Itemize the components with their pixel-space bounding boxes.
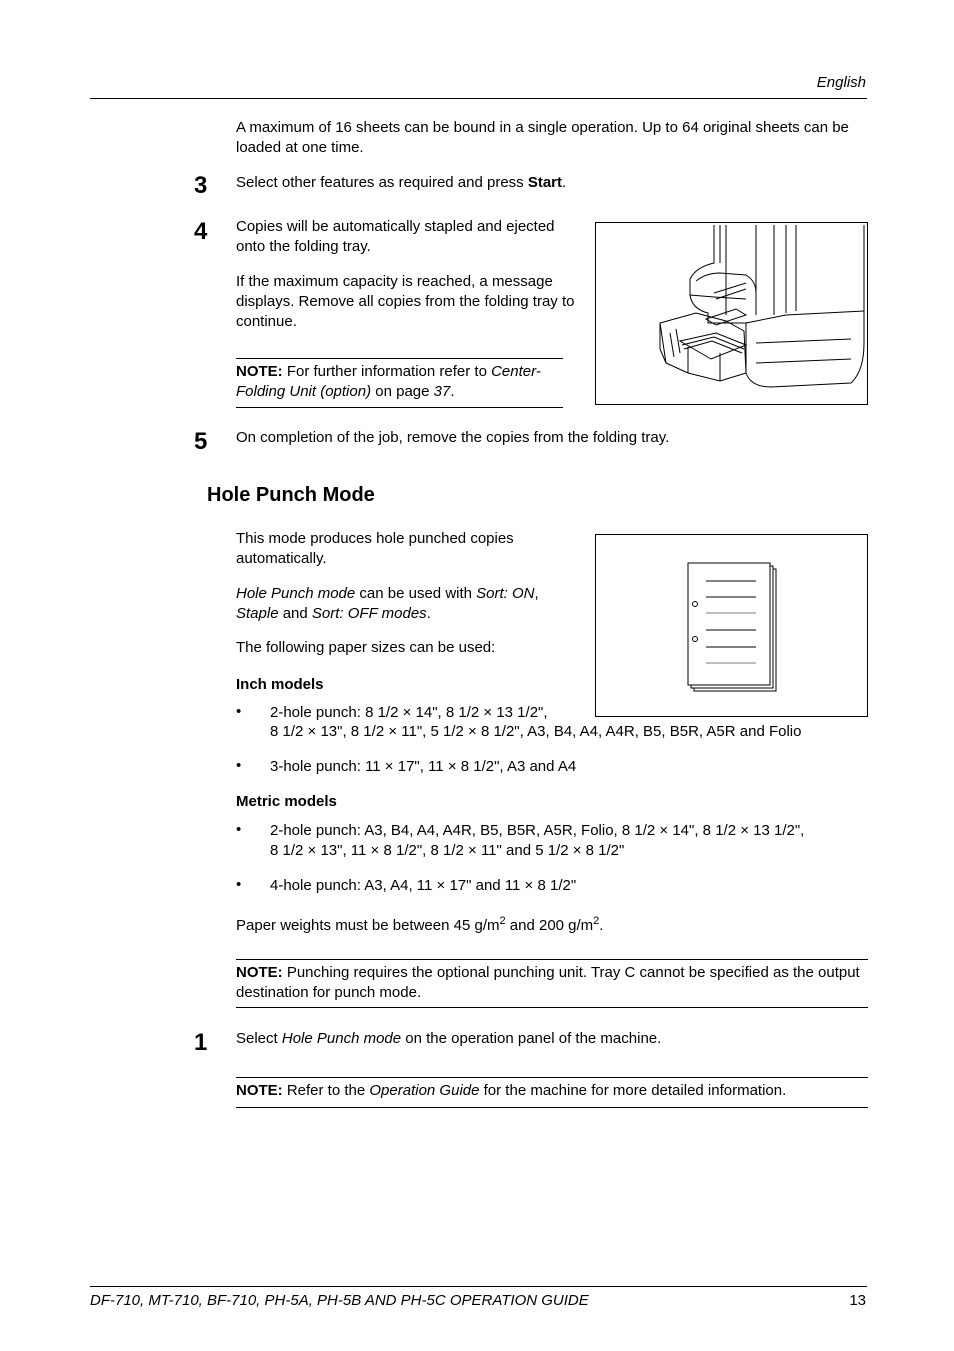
start-keyword: Start	[527, 174, 563, 191]
header-language: English	[816, 74, 866, 91]
metric-models-heading: Metric models	[236, 793, 337, 810]
punched-paper-drawing	[596, 535, 867, 716]
step-number-1: 1	[194, 1029, 208, 1056]
step-number-5: 5	[194, 428, 208, 455]
step-number-4: 4	[194, 218, 208, 245]
bullet-marker: •	[236, 876, 242, 893]
step-number-3: 3	[194, 172, 208, 199]
step4-paragraph-1: Copies will be automatically stapled and ejected onto the folding tray.	[236, 218, 555, 255]
paper-sizes-intro: The following paper sizes can be used:	[236, 639, 496, 656]
step4-paragraph-2: If the maximum capacity is reached, a message displays. Remove all copies from the folding tray to continue.	[236, 273, 575, 330]
step3-text: Select other features as required and press Start.	[236, 174, 567, 191]
paper-weights: Paper weights must be between 45 $g/m^2$ and 200 $g/m^2$.	[236, 915, 604, 934]
bullet-marker: •	[236, 821, 242, 838]
step1-text: Select Hole Punch mode on the operation panel of the machine.	[236, 1030, 662, 1047]
punched-pages-illustration	[595, 534, 868, 717]
inch-2hole-line2: 8 1/2 × 13", 8 1/2 × 11", 5 1/2 × 8 1/2", A3, B4, A4, A4R, B5, B5R, A5R and Folio	[270, 723, 802, 740]
footer-rule	[90, 1286, 867, 1287]
step5-text: On completion of the job, remove the copies from the folding tray.	[236, 429, 670, 446]
step4-note: NOTE: For further information refer to Center-Folding Unit (option) on page 37.	[236, 363, 541, 400]
hole-punch-usage: Hole Punch mode can be used with Sort: ON, Staple and Sort: OFF modes.	[236, 585, 539, 622]
note-bottom-rule	[236, 1107, 868, 1108]
note-label: NOTE:	[236, 1082, 283, 1099]
finisher-drawing	[596, 223, 867, 404]
note-bottom-rule	[236, 1007, 868, 1008]
metric-4hole: 4-hole punch: A3, A4, 11 × 17" and 11 × 8 1/2"	[270, 877, 577, 894]
intro-paragraph: A maximum of 16 sheets can be bound in a single operation. Up to 64 original sheets can be loaded at one time.	[236, 119, 849, 156]
note-top-rule	[236, 358, 563, 359]
operation-guide-note: NOTE: Refer to the Operation Guide for the machine for more detailed information.	[236, 1082, 787, 1099]
hole-punch-intro: This mode produces hole punched copies automatically.	[236, 530, 514, 567]
note-label: NOTE:	[236, 964, 283, 981]
inch-models-heading: Inch models	[236, 676, 324, 693]
section-heading: Hole Punch Mode	[207, 484, 375, 506]
punch-note: NOTE: Punching requires the optional punching unit. Tray C cannot be specified as the output destination for punch mode.	[236, 964, 860, 1001]
bullet-marker: •	[236, 757, 242, 774]
note-top-rule	[236, 1077, 868, 1078]
inch-3hole: 3-hole punch: 11 × 17", 11 × 8 1/2", A3 and A4	[270, 758, 577, 775]
page-number: 13	[849, 1292, 866, 1309]
footer-guide-title: DF-710, MT-710, BF-710, PH-5A, PH-5B AND PH-5C OPERATION GUIDE	[90, 1292, 589, 1309]
metric-2hole-line1: 2-hole punch: A3, B4, A4, A4R, B5, B5R, A5R, Folio, 8 1/2 × 14", 8 1/2 × 13 1/2",	[270, 822, 805, 839]
note-reference-link[interactable]: Center-Folding Unit (option)	[236, 363, 541, 400]
inch-2hole-line1: 2-hole punch: 8 1/2 × 14", 8 1/2 × 13 1/2",	[270, 704, 548, 721]
header-rule	[90, 98, 867, 99]
metric-2hole-line2: 8 1/2 × 13", 11 × 8 1/2", 8 1/2 × 11" and 5 1/2 × 8 1/2"	[270, 842, 625, 859]
note-label: NOTE:	[236, 363, 283, 380]
bullet-marker: •	[236, 703, 242, 720]
folding-tray-illustration	[595, 222, 868, 405]
note-bottom-rule	[236, 407, 563, 408]
note-top-rule	[236, 959, 868, 960]
